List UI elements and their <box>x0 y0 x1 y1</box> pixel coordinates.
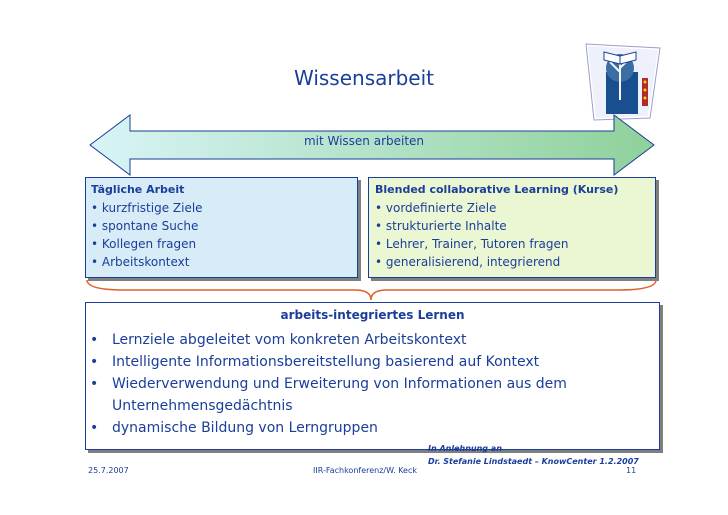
list-item <box>86 329 646 351</box>
list-item: • spontane Suche <box>91 219 199 233</box>
blended-learning-box <box>368 177 656 278</box>
list-item-text: Lernziele abgeleitet vom konkreten Arbeitskontext <box>112 332 467 348</box>
list-item: • vordefinierte Ziele <box>375 201 497 215</box>
list-item-text: Intelligente Informationsbereitstellung basierend auf Kontext <box>112 354 540 370</box>
source-credit <box>428 442 639 468</box>
list-item: • Arbeitskontext <box>91 255 190 269</box>
main-bullet-list <box>86 329 646 439</box>
bullet-icon: • <box>90 354 99 370</box>
list-item: • strukturierte Inhalte <box>375 219 507 233</box>
credit-line-1: In Anlehnung an <box>428 444 502 453</box>
credit-line-2: Dr. Stefanie Lindstaedt – KnowCenter 1.2.2007 <box>428 457 639 466</box>
list-item: • kurzfristige Ziele <box>91 201 203 215</box>
footer-center: IIR-Fachkonferenz/W. Keck <box>313 466 418 475</box>
list-item: • Kollegen fragen <box>91 237 197 251</box>
list-item <box>86 351 646 373</box>
bullet-icon: • <box>90 420 99 436</box>
list-item-text: Wiederverwendung und Erweiterung von Informationen aus dem Unternehmensgedächtnis <box>112 376 567 414</box>
book-tree-head-logo-icon <box>580 38 666 122</box>
list-item: • Lehrer, Trainer, Tutoren fragen <box>375 237 569 251</box>
footer-date: 25.7.2007 <box>88 466 129 475</box>
slide-title: Wissensarbeit <box>293 66 434 90</box>
daily-work-title: Tägliche Arbeit <box>91 183 185 196</box>
bullet-icon: • <box>90 376 99 392</box>
work-integrated-learning-box <box>85 302 660 450</box>
page-number: 11 <box>626 466 637 475</box>
bullet-icon: • <box>90 332 99 348</box>
blended-learning-title: Blended collaborative Learning (Kurse) <box>375 183 619 196</box>
list-item: • generalisierend, integrierend <box>375 255 561 269</box>
work-integrated-learning-title: arbeits-integriertes Lernen <box>280 308 465 322</box>
brace-connector <box>85 278 658 302</box>
list-item-text: dynamische Bildung von Lerngruppen <box>112 420 378 436</box>
arrow-label: mit Wissen arbeiten <box>303 134 425 148</box>
list-item <box>86 373 646 417</box>
daily-work-box <box>85 177 358 278</box>
list-item <box>86 417 646 439</box>
